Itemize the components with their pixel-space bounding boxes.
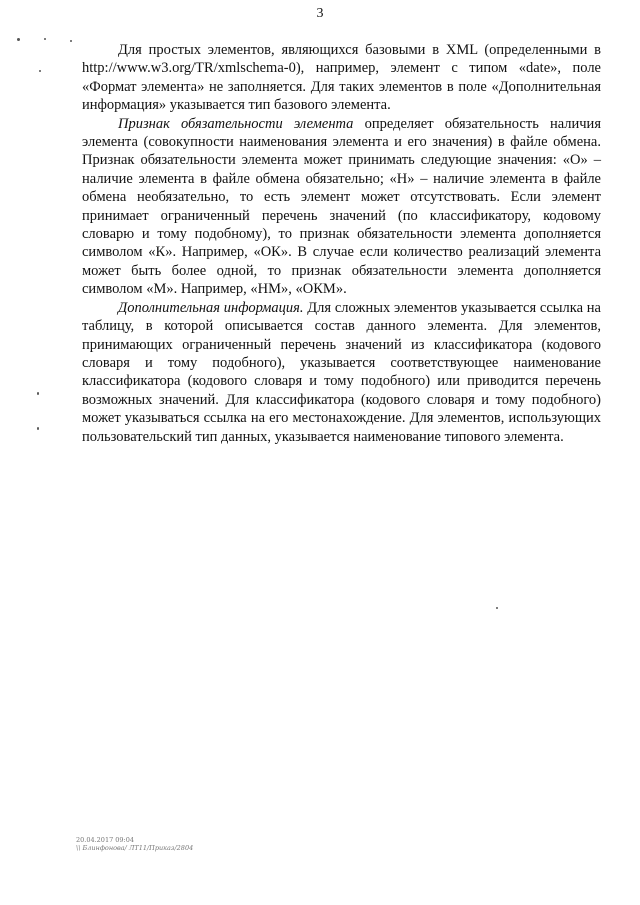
document-body	[82, 41, 601, 446]
footer-file-path: \\ Блинфонова/ ЛТ11/Приказ/2804	[76, 844, 194, 852]
scan-speck	[496, 607, 498, 609]
scan-speck	[37, 427, 39, 430]
footer-timestamp: 20.04.2017 09:04	[76, 836, 135, 844]
scan-speck	[44, 38, 46, 40]
scan-speck	[17, 38, 20, 41]
paragraph-base-elements: Для простых элементов, являющихся базовыми в XML (определенными в http://www.w3.org/TR/xmlschema-0), например, элемент с типом «date», поле «Формат элемента» не заполняется. Для таких элементов в поле «Дополнительная информация» указывается тип базового элемента.	[82, 42, 601, 114]
document-footer	[76, 836, 193, 852]
paragraph-required-flag	[82, 115, 601, 299]
paragraph-additional-info-text: Для сложных элементов указывается ссылка на таблицу, в которой описывается состав данного элемента. Для элементов, принимающих ограниченный перечень значений из классификатора (кодового словаря и тому подобного), указывается соответствующее наименование классификатора (кодового словаря и тому подобного) или приводится перечень возможных значений. Для классификатора (кодового словаря и тому подобного) может указываться ссылка на его местонахождение. Для элементов, использующих пользовательский тип данных, указывается наименование типового элемента.	[82, 299, 601, 445]
paragraph-required-flag-text: определяет обязательность наличия элемента (совокупности наименования элемента и его значения) в файле обмена. Признак обязательности элемента может принимать следующие значения: «О» – наличие элемента в файле обмена обязательно; «Н» – наличие элемента в файле обмена необязательно, то есть элемент может отсутствовать. Если элемент принимает ограниченный перечень значений (по классификатору, кодовому словарю и тому подобному), то признак обязательности элемента дополняется символом «К». Например, «ОК». В случае если количество реализаций элемента может быть более одной, то признак обязательности элемента дополняется символом «М». Например, «НМ», «ОКМ».	[82, 115, 601, 298]
term-additional-info: Дополнительная информация.	[118, 299, 304, 316]
page-number: 3	[316, 6, 324, 21]
term-required-flag: Признак обязательности элемента	[118, 115, 354, 132]
scan-speck	[37, 392, 39, 395]
paragraph-additional-info	[82, 299, 601, 446]
scan-speck	[70, 40, 72, 42]
scan-speck	[39, 70, 41, 72]
